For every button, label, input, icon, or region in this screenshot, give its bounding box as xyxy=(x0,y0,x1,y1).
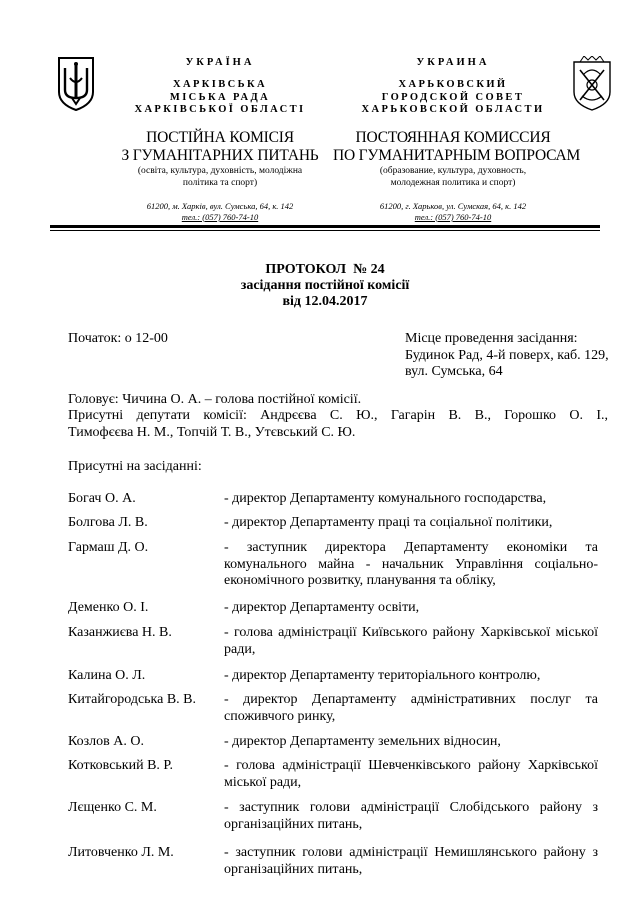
attendee-role: - директор Департаменту освіти, xyxy=(224,600,420,615)
attendee-name: Деменко О. І. xyxy=(68,600,149,615)
attendee-role: - директор Департаменту адміністративних послуг та споживчого ринку, xyxy=(224,692,598,724)
country-name-ua: УКРАЇНА xyxy=(185,57,255,68)
meeting-place: Місце проведення засідання: Будинок Рад, 4-й поверх, каб. 129, вул. Сумська, 64 xyxy=(405,331,609,379)
attendee-role: - директор Департаменту праці та соціальної політики, xyxy=(224,515,553,530)
attendee-role: - заступник голови адміністрації Слобідського району з організаційних питань, xyxy=(224,800,598,832)
attendee-name: Казанжиєва Н. В. xyxy=(68,625,172,640)
attendee-name: Лєщенко С. М. xyxy=(68,800,157,815)
attendee-role: - голова адміністрації Київського району Харківської міської ради, xyxy=(224,625,598,657)
header-divider-thick xyxy=(50,225,600,228)
attendee-name: Болгова Л. В. xyxy=(68,515,148,530)
header-divider-thin xyxy=(50,230,600,231)
attendee-name: Богач О. А. xyxy=(68,491,136,506)
attendee-name: Калина О. Л. xyxy=(68,668,146,683)
commission-scope-ua: (освіта, культура, духовність, молодіжна політика та спорт) xyxy=(137,165,303,188)
commission-name-ua: ПОСТІЙНА КОМІСІЯ З ГУМАНІТАРНИХ ПИТАНЬ xyxy=(121,128,319,164)
protocol-number: ПРОТОКОЛ № 24 xyxy=(265,262,385,277)
address-ru: 61200, г. Харьков, ул. Сумская, 64, к. 142 тел.: (057) 760-74-10 xyxy=(379,200,527,222)
attendee-role: - директор Департаменту комунального господарства, xyxy=(224,491,547,506)
chairperson: Головує: Чичина О. А. – голова постійної комісії. xyxy=(68,392,362,407)
phone-ru: тел.: (057) 760-74-10 xyxy=(414,211,492,222)
phone-ua: тел.: (057) 760-74-10 xyxy=(181,211,259,222)
attendee-name: Китайгородська В. В. xyxy=(68,692,197,707)
attendee-role: - заступник голови адміністрації Немишлянського району з організаційних питань, xyxy=(224,845,598,877)
attendee-name: Козлов А. О. xyxy=(68,734,144,749)
header-left xyxy=(110,56,330,223)
attendee-role: - директор Департаменту земельних відносин, xyxy=(224,734,501,749)
header-right xyxy=(333,56,581,223)
commission-name-ru: ПОСТОЯННАЯ КОМИССИЯ ПО ГУМАНИТАРНЫМ ВОПРОСАМ xyxy=(333,128,581,164)
attendee-role: - заступник директора Департаменту економіки та комунального майна - начальник Управління соціально-економічного розвитку, планування та обліку, xyxy=(224,540,598,588)
council-name-ua: ХАРКІВСЬКА МІСЬКА РАДА ХАРКІВСЬКОЇ ОБЛАСТІ xyxy=(134,79,306,115)
attendee-role: - голова адміністрації Шевченківського району Харківської міської ради, xyxy=(224,758,598,790)
trident-coat-of-arms-icon xyxy=(56,56,96,112)
council-name-ru: ХАРЬКОВСКИЙ ГОРОДСКОЙ СОВЕТ ХАРЬКОВСКОЙ ОБЛАСТИ xyxy=(361,79,545,115)
attendee-name: Гармаш Д. О. xyxy=(68,540,149,555)
attendee-role: - директор Департаменту територіального контролю, xyxy=(224,668,541,683)
kharkiv-coat-of-arms-icon xyxy=(570,56,614,112)
commission-scope-ru: (образование, культура, духовность, молодежная политика и спорт) xyxy=(379,165,527,188)
present-deputies-line2: Тимофєєва Н. М., Топчій Т. В., Утєвський С. Ю. xyxy=(68,424,356,440)
attendees-label: Присутні на засіданні: xyxy=(68,459,202,474)
protocol-subtitle: засідання постійної комісії xyxy=(240,278,410,293)
meeting-start: Початок: о 12-00 xyxy=(68,331,168,346)
protocol-title xyxy=(100,262,550,310)
attendee-name: Литовченко Л. М. xyxy=(68,845,174,860)
country-name-ru: УКРАИНА xyxy=(416,57,490,68)
attendee-name: Котковський В. Р. xyxy=(68,758,173,773)
present-deputies-line1: Присутні депутати комісії: Андрєєва С. Ю., Гагарін В. В., Горошко О. І., xyxy=(68,408,608,423)
protocol-date: від 12.04.2017 xyxy=(282,294,368,309)
address-ua: 61200, м. Харків, вул. Сумська, 64, к. 142 тел.: (057) 760-74-10 xyxy=(146,200,294,222)
